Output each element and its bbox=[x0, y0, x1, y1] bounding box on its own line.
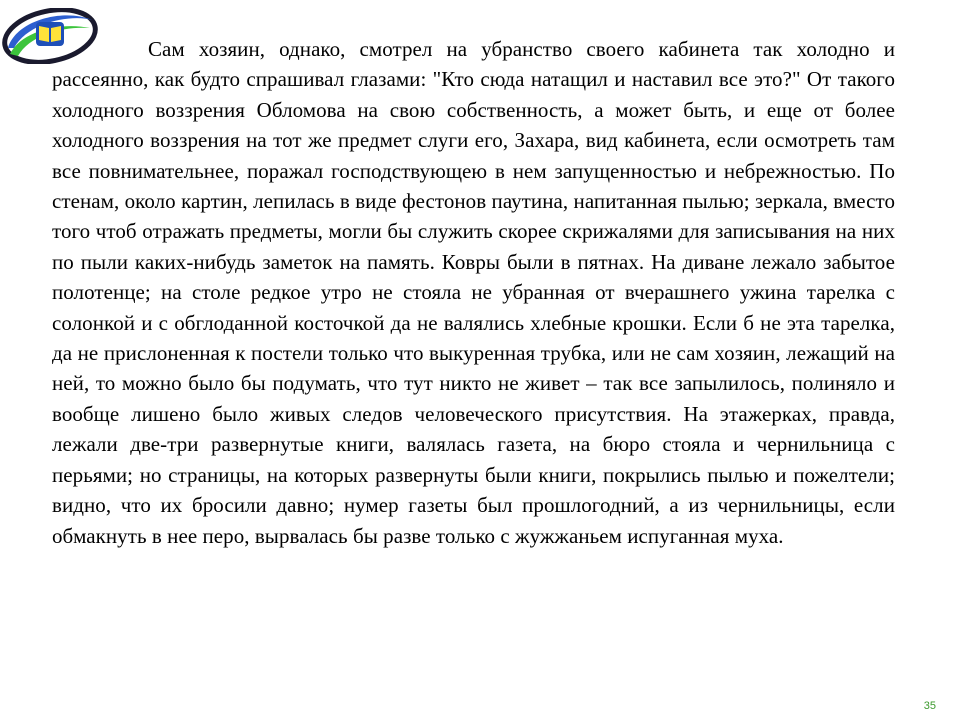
page-number: 35 bbox=[923, 700, 936, 712]
passage-text: Сам хозяин, однако, смотрел на убранство своего кабинета так холодно и рассеянно, как будто спрашивал глазами: "Кто сюда натащил и наставил все это?" От такого холодного воззрения Обломова на свою собственность, а может быть, и еще от более холодного воззрения на тот же предмет слуги его, Захара, вид кабинета, если осмотреть там все повнимательнее, поражал господствующею в нем запущенностью и небрежностью. По стенам, около картин, лепилась в виде фестонов паутина, напитанная пылью; зеркала, вместо того чтоб отражать предметы, могли бы служить скорее скрижалями для записывания на них по пыли каких-нибудь заметок на память. Ковры были в пятнах. На диване лежало забытое полотенце; на столе редкое утро не стояла не убранная от вчерашнего ужина тарелка с солонкой и с обглоданной косточкой да не валялись хлебные крошки. Если б не эта тарелка, да не прислоненная к постели только что выкуренная трубка, или не сам хозяин, лежащий на ней, то можно было бы подумать, что тут никто не живет – так все запылилось, полиняло и вообще лишено было живых следов человеческого присутствия. На этажерках, правда, лежали две-три развернутые книги, валялась газета, на бюро стояла и чернильница с перьями; но страницы, на которых развернуты были книги, покрылись пылью и пожелтели; видно, что их бросили давно; нумер газеты был прошлогодний, а из чернильницы, если обмакнуть в нее перо, вырвалась бы разве только с жужжаньем испуганная муха. bbox=[52, 37, 895, 548]
